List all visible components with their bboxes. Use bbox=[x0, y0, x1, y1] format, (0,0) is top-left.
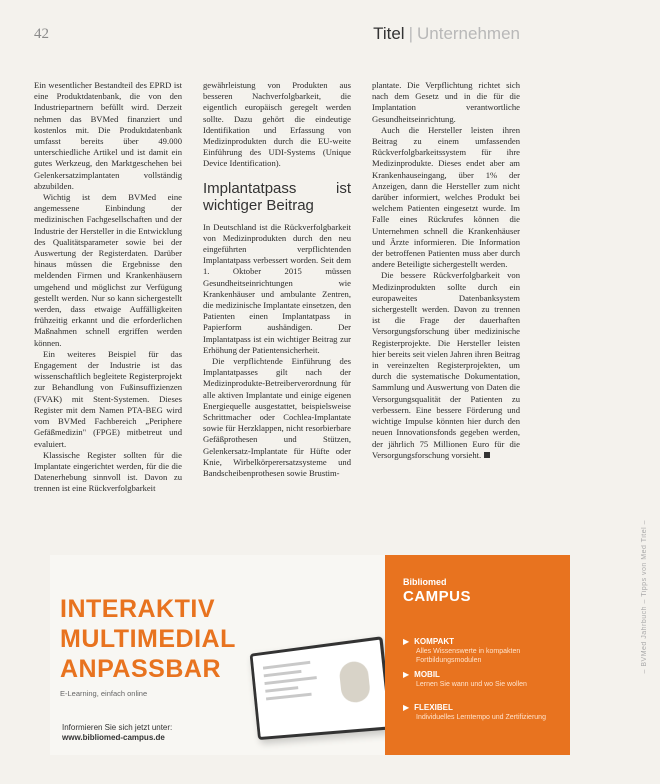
feature-item bbox=[403, 670, 553, 689]
section-header bbox=[373, 24, 520, 44]
paragraph: Die verpflichtende Einführung des Implantatpasses gilt nach der Medizinprodukte-Betreiberverordnung für alle aktiven Implantate und einige eigenen Energiequelle ausgestattet, beispielsweise Schrittmacher oder Cochlea-Implantate sowie für Herzklappen, nicht resorbierbare Gefäßprothesen und Stützen, Gelenkersatz-Implantate für Hüfte oder Knie, Wirbelkörperersatzsysteme und Bandscheibenprothesen sowie Brustim- bbox=[203, 356, 351, 479]
arrow-right-icon: ▶ bbox=[403, 670, 410, 679]
paragraph: In Deutschland ist die Rückverfolgbarkeit von Medizinprodukten durch den neu eingeführten verpflichtenden Implantatpass verbessert worden. Seit dem 1. Oktober 2015 müssen Gesundheitseinrichtungen wie Krankenhäuser und ambulante Zentren, die medizinische Implantate einsetzen, den Patienten einen Implantatpass in Papierform aushändigen. Der Implantatpass ist ein wichtiger Beitrag zur Erhöhung der Patientensicherheit. bbox=[203, 221, 351, 355]
paragraph: Ein weiteres Beispiel für das Engagement der Industrie ist das wissenschaftlich begleitete Registerprojekt zur Behandlung von Fußinsuffizienzen (FVAK) mit Stent-Systemen. Dieses Register mit dem Namen PTA-BEG wird vom BVMed Fachbereich „Periphere Gefäßmedizin" (FPGE) mitbetreut und evaluiert. bbox=[34, 348, 182, 449]
ad-url-link[interactable]: www.bibliomed-campus.de bbox=[62, 733, 165, 742]
feature-item bbox=[403, 637, 553, 665]
paragraph bbox=[372, 270, 520, 460]
tablet-text-line bbox=[265, 686, 298, 693]
feature-desc: Alles Wissenswerte in kompakten Fortbildungsmodulen bbox=[416, 648, 521, 664]
arrow-right-icon: ▶ bbox=[403, 703, 410, 712]
brand-logo: CAMPUS bbox=[403, 588, 472, 605]
tablet-text-line bbox=[264, 670, 302, 677]
subheading: Implantatpass ist wichtiger Beitrag bbox=[203, 179, 351, 214]
ad-info bbox=[62, 723, 172, 743]
tablet-illustration bbox=[250, 636, 393, 740]
paragraph: Auch die Hersteller leisten ihren Beitrag zu einem umfassenden Rückverfolgbarkeitssystem für ihre Medizinprodukte. Dieses endet aber am Krankenhauseingang, über 1% der Anzeigen, dann die Hersteller zum nicht darüber informiert, welches Produkt bei welchem Patienten eingesetzt wurde. Im Falle eines Rückrufes können die Unternehmen schnell die Krankenhäuser und Ärzte informieren. Die Information der betroffenen Patienten muss aber durch andere Beteiligte sichergestellt werden. bbox=[372, 124, 520, 270]
ad-headline-1: INTERAKTIV bbox=[60, 595, 215, 623]
ad-info-text: Informieren Sie sich jetzt unter: bbox=[62, 723, 173, 732]
paragraph: gewährleistung von Produkten aus besseren Nachverfolgbarkeit, die eigentlich europäisch geregelt werden sollte. Dazu gehört die eindeutige Identifikation und Erfassung von Medizinprodukten durch die EU-weite Einführung des UDI-Systems (Unique Device Identification). bbox=[203, 80, 351, 169]
side-margin-text: – BVMed Jahrbuch – Tipps von Med Titel – bbox=[641, 520, 648, 674]
ad-headline-2: MULTIMEDIAL bbox=[60, 625, 236, 653]
paragraph: Wichtig ist dem BVMed eine angemessene Einbindung der medizinischen Fachgesellschaften und der Industrie der Hersteller in die Entwicklung des Qualitätsparameter sowie bei der Auswertung der Registerdaten. Darüber hinaus müssen die Ergebnisse den meldenden Firmen und Krankenhäusern umgehend und möglichst zur Verfügung gestellt werden. Nur so kann sichergestellt werden, dass etwaige Auffälligkeiten frühzeitig erkannt und die erforderlichen Maßnahmen schnell ergriffen werden können. bbox=[34, 192, 182, 348]
tablet-text-line bbox=[264, 676, 316, 685]
feature-title: MOBIL bbox=[414, 670, 440, 679]
end-of-article-icon bbox=[484, 452, 490, 458]
ad-subline: E-Learning, einfach online bbox=[60, 689, 148, 698]
feature-desc: Lernen Sie wann und wo Sie wollen bbox=[416, 681, 527, 688]
page-number: 42 bbox=[34, 26, 49, 42]
advertisement bbox=[50, 555, 570, 755]
paragraph: plantate. Die Verpflichtung richtet sich nach dem Gesetz und in die für die Implantation verantwortliche Gesundheitseinrichtung. bbox=[372, 80, 520, 124]
paragraph: Ein wesentlicher Bestandteil des EPRD ist eine Produktdatenbank, die von den Industriepartnern befüllt wird. Derzeit nehmen das BVMed finanziert und kostenlos mit. Die Produktdatenbank umfasst bereits über 49.000 unterschiedliche Artikel und ist damit ein gutes Werkzeug, den Marktgeschehen bei Gelenkersatzimplantaten vollständig abzubilden. bbox=[34, 80, 182, 191]
brand-name: Bibliomed bbox=[403, 577, 447, 587]
feature-item bbox=[403, 703, 553, 722]
ad-feature-panel bbox=[385, 555, 570, 755]
ad-headline-3: ANPASSBAR bbox=[60, 655, 221, 683]
arrow-right-icon: ▶ bbox=[403, 637, 410, 646]
header-separator: | bbox=[408, 24, 413, 43]
feature-title: KOMPAKT bbox=[414, 637, 455, 646]
section-title: Titel bbox=[373, 24, 405, 43]
tablet-text-line bbox=[266, 693, 312, 701]
paragraph: Klassische Register sollten für die Implantate eingerichtet werden, für die die Datenerhebung sinnvoll ist. Davon zu trennen ist eine Rückverfolgbarkeit bbox=[34, 449, 182, 494]
tablet-image bbox=[338, 660, 371, 704]
subsection-title: Unternehmen bbox=[416, 24, 520, 43]
tablet-text-line bbox=[263, 661, 310, 670]
article-column-3 bbox=[372, 80, 520, 461]
article-column-1 bbox=[34, 80, 182, 495]
article-column-2 bbox=[203, 80, 351, 479]
feature-title: FLEXIBEL bbox=[414, 703, 453, 712]
feature-desc: Individuelles Lerntempo und Zertifizierung bbox=[416, 714, 546, 721]
paragraph-text: Die bessere Rückverfolgbarkeit von Medizinprodukten sollte durch ein europaweites Datenbanksystem sichergestellt werden. Davon zu trennen ist die Frage der dauerhaften Versorgungsforschung über medizinische Registerprojekte. Die Hersteller leisten hier bereits seit vielen Jahren ihren Beitrag in vereinzelten Registerprojekten, um durch die systematische Dokumentation, Sammlung und Auswertung von Daten die Versorgungsqualität der Patienten zu verbessern. Eine bessere Förderung und wichtige Impulse könnten hier durch den neuen Innovationsfonds gegeben werden, der jährlich 75 Millionen Euro für die Versorgungsforschung vorsieht. bbox=[372, 270, 520, 460]
